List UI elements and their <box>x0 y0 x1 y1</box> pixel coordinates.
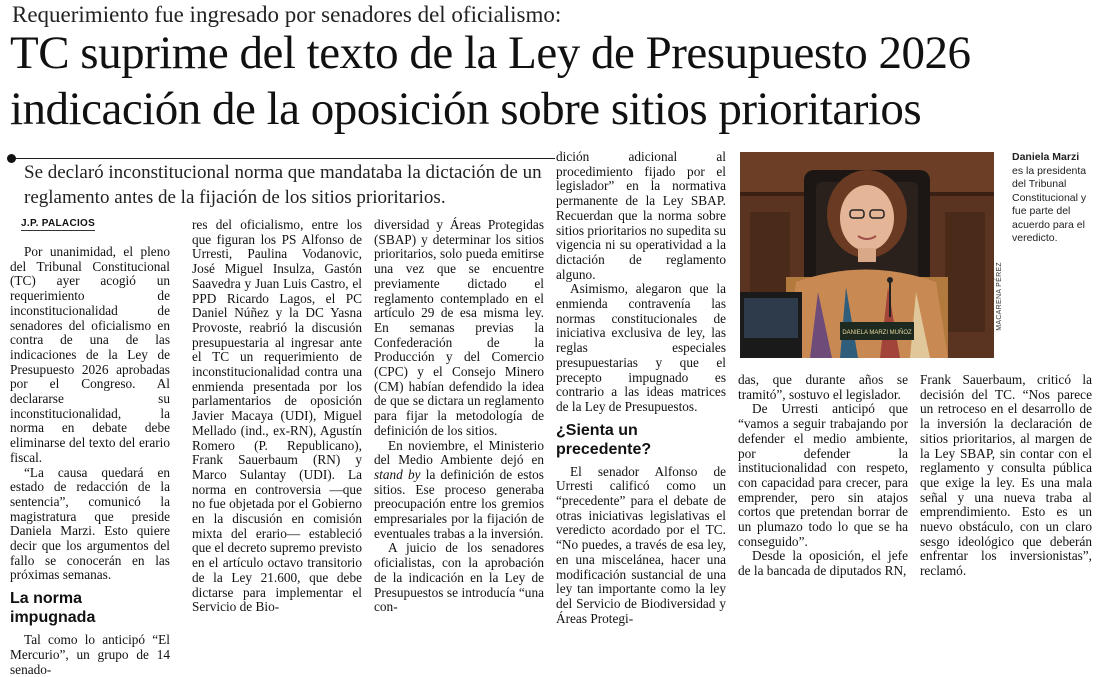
column-2 <box>192 217 362 615</box>
column-4 <box>556 149 726 626</box>
italic-stand-by: stand by <box>374 466 421 482</box>
deck-rule <box>12 158 555 159</box>
paragraph: En noviembre, el Ministerio del Medio Ambiente dejó en stand by la definición de estos sitios. Ese proceso generaba preocupación entre los gremios empresariales por la fijación de eventuales trabas a la inversión. <box>374 437 544 541</box>
paragraph: Tal como lo anticipó “El Mercurio”, un grupo de 14 senado- <box>10 632 170 677</box>
paragraph: das, que durante años se tramitó”, sostuvo el legislador. <box>738 372 908 402</box>
headline-line-2: indicación de la oposición sobre sitios prioritarios <box>10 83 922 135</box>
column-6 <box>920 372 1092 579</box>
paragraph: dición adicional al procedimiento fijado por el legislador” en la normativa permanente de la Ley SBAP. Recuerdan que la norma sobre sitios prioritarios no supedita su vigencia ni su operatividad a la dictación de reglamento alguno. <box>556 149 726 282</box>
paragraph: diversidad y Áreas Protegidas (SBAP) y determinar los sitios prioritarios, solo pueda emitirse una vez que se encuentre previamente dictado el reglamento contemplado en el artículo 29 de esa misma ley. En semanas previas la Confederación de la Producción y del Comercio (CPC) y el Consejo Minero (CM) habían defendido la idea de que se dictara un reglamento para fijar la metodología de definición de los sitios. <box>374 217 544 438</box>
deck-bullet <box>7 154 16 163</box>
paragraph: Desde la oposición, el jefe de la bancada de diputados RN, <box>738 548 908 579</box>
headline <box>10 25 1095 137</box>
paragraph: Asimismo, alegaron que la enmienda contravenía las normas constitucionales de iniciativa exclusiva de ley, las reglas especiales presupuestarias y que el precepto impugnado es contrario a las ideas matrices de la Ley de Presupuestos. <box>556 281 726 414</box>
subhead-norma-impugnada: La norma impugnada <box>10 590 96 627</box>
column-3 <box>374 217 544 615</box>
column-5 <box>738 372 908 579</box>
caption-text: es la presidenta del Tribunal Constitucional y fue parte del acuerdo para el veredicto. <box>1012 164 1087 244</box>
caption-name: Daniela Marzi <box>1012 151 1080 163</box>
portrait-illustration <box>740 152 994 358</box>
nameplate-text: DANIELA MARZI MUÑOZ <box>842 330 912 336</box>
paragraph: De Urresti anticipó que “vamos a seguir trabajando por defender el medio ambiente, por defender la institucionalidad con respeto, con capacidad para crecer, para emprender, pero sin atajos cortos que pretendan borrar de un plumazo todo lo que se ha conseguido”. <box>738 401 908 549</box>
paragraph: A juicio de los senadores oficialistas, con la aprobación de la indicación en la Ley de Presupuestos se introducía “una con- <box>374 540 544 615</box>
photo-caption <box>1012 151 1098 246</box>
column-1 <box>10 244 170 677</box>
deck: Se declaró inconstitucional norma que mandataba la dictación de un reglamento antes de la fijación de los sitios prioritarios. <box>24 162 542 208</box>
photo-credit: MACARENA PÉREZ <box>996 262 1003 331</box>
paragraph: “La causa quedará en estado de redacción de la sentencia”, comunicó la magistratura que preside Daniela Marzi. Esto quiere decir que los argumentos del fallo se conocerán en las próximas semanas. <box>10 464 170 583</box>
headline-line-1: TC suprime del texto de la Ley de Presupuesto 2026 <box>10 27 971 79</box>
paragraph: El senador Alfonso de Urresti calificó como un “precedente” para el debate de otras iniciativas legislativas el veredicto acordado por el TC. “No puedes, a través de esa ley, en una miscelánea, hacer una modificación sustancial de una ley tan importante como la ley del Servicio de Biodiversidad y Áreas Protegi- <box>556 463 726 626</box>
subhead-precedente: ¿Sienta un precedente? <box>556 421 652 458</box>
paragraph: res del oficialismo, entre los que figuran los PS Alfonso de Urresti, Paulina Vodanovic, José Miguel Insulza, Gastón Saavedra y Juan Luis Castro, el PPD Ricardo Lagos, el PC Daniel Núñez y la DC Yasna Provoste, reabrió la discusión presupuestaria al ingresar ante el TC un requerimiento de inconstitucionalidad contra una enmienda presentada por los parlamentarios de oposición Javier Macaya (UDI), Miguel Mellado (ind., ex-RN), Agustín Romero (P. Republicano), Frank Sauerbaum (RN) y Marco Sulantay (UDI). La norma en controversia —que no fue objetada por el Gobierno en la discusión en comisión mixta del erario— estableció que el decreto supremo previsto en el artículo octavo transitorio de la Ley 21.600, que debe dictarse para implementar el Servicio de Bio- <box>192 217 362 615</box>
kicker: Requerimiento fue ingresado por senadores del oficialismo: <box>12 2 562 27</box>
paragraph: Por unanimidad, el pleno del Tribunal Constitucional (TC) ayer acogió un requerimiento de inconstitucionalidad de senadores del oficialismo en contra de una de las indicaciones de la Ley de Presupuesto 2026 aprobadas por el Congreso. Al declararse su inconstitucionalidad, la norma en debate debe eliminarse del texto del erario fiscal. <box>10 244 170 465</box>
byline: J.P. PALACIOS <box>21 218 96 229</box>
photo-daniela-marzi <box>740 152 994 358</box>
paragraph: Frank Sauerbaum, criticó la decisión del TC. “Nos parece un retroceso en el desarrollo de la inversión la declaración de sitios prioritarios, al margen de la Ley SBAP, sin contar con el reglamento y consulta pública que exige la ley. Es una mala señal y una nueva traba al emprendimiento. Esto es un nuevo obstáculo, con un claro sesgo ideológico que deberán enfrentar los inversionistas”, reclamó. <box>920 372 1092 579</box>
